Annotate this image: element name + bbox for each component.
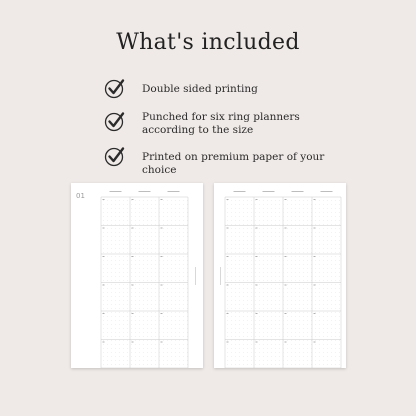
date-mark <box>132 199 134 200</box>
feature-text: Printed on premium paper of your choice <box>142 151 325 176</box>
date-mark <box>227 228 229 229</box>
date-mark <box>103 342 105 343</box>
month-number: 01 <box>76 192 85 200</box>
planner-page-right <box>214 183 346 368</box>
date-mark <box>132 313 134 314</box>
date-mark <box>227 199 229 200</box>
check-circle-icon <box>104 145 126 167</box>
date-mark <box>103 285 105 286</box>
date-mark <box>256 256 258 257</box>
date-mark <box>161 285 163 286</box>
date-mark <box>161 342 163 343</box>
date-mark <box>227 313 229 314</box>
day-header-mark <box>292 191 304 192</box>
date-mark <box>227 342 229 343</box>
day-header-mark <box>168 191 180 192</box>
date-mark <box>132 256 134 257</box>
check-circle-icon <box>104 110 126 132</box>
date-mark <box>314 228 316 229</box>
day-header-mark <box>263 191 275 192</box>
date-mark <box>256 342 258 343</box>
date-mark <box>256 313 258 314</box>
date-mark <box>285 256 287 257</box>
planner-page-left <box>71 183 203 368</box>
date-mark <box>314 256 316 257</box>
date-mark <box>132 228 134 229</box>
date-mark <box>161 199 163 200</box>
date-mark <box>256 285 258 286</box>
feature-text: Punched for six ring planners according to the size <box>142 111 300 136</box>
date-mark <box>227 256 229 257</box>
date-mark <box>256 228 258 229</box>
date-mark <box>314 285 316 286</box>
date-mark <box>314 199 316 200</box>
date-mark <box>314 313 316 314</box>
date-mark <box>103 228 105 229</box>
date-mark <box>103 199 105 200</box>
feature-text: Double sided printing <box>142 83 258 95</box>
day-header-mark <box>139 191 151 192</box>
date-mark <box>161 313 163 314</box>
day-header-mark <box>110 191 122 192</box>
date-mark <box>314 342 316 343</box>
date-mark <box>285 228 287 229</box>
date-mark <box>103 313 105 314</box>
ring-punch-mark <box>195 267 196 285</box>
check-circle-icon <box>104 77 126 99</box>
calendar-grid-right <box>214 183 346 368</box>
page-title: What's included <box>116 30 300 55</box>
date-mark <box>285 285 287 286</box>
date-mark <box>132 342 134 343</box>
date-mark <box>285 313 287 314</box>
day-header-mark <box>321 191 333 192</box>
date-mark <box>227 285 229 286</box>
date-mark <box>285 342 287 343</box>
ring-punch-mark <box>220 267 221 285</box>
date-mark <box>256 199 258 200</box>
date-mark <box>285 199 287 200</box>
date-mark <box>132 285 134 286</box>
date-mark <box>161 256 163 257</box>
day-header-mark <box>234 191 246 192</box>
date-mark <box>103 256 105 257</box>
date-mark <box>161 228 163 229</box>
calendar-grid-left <box>71 183 203 368</box>
